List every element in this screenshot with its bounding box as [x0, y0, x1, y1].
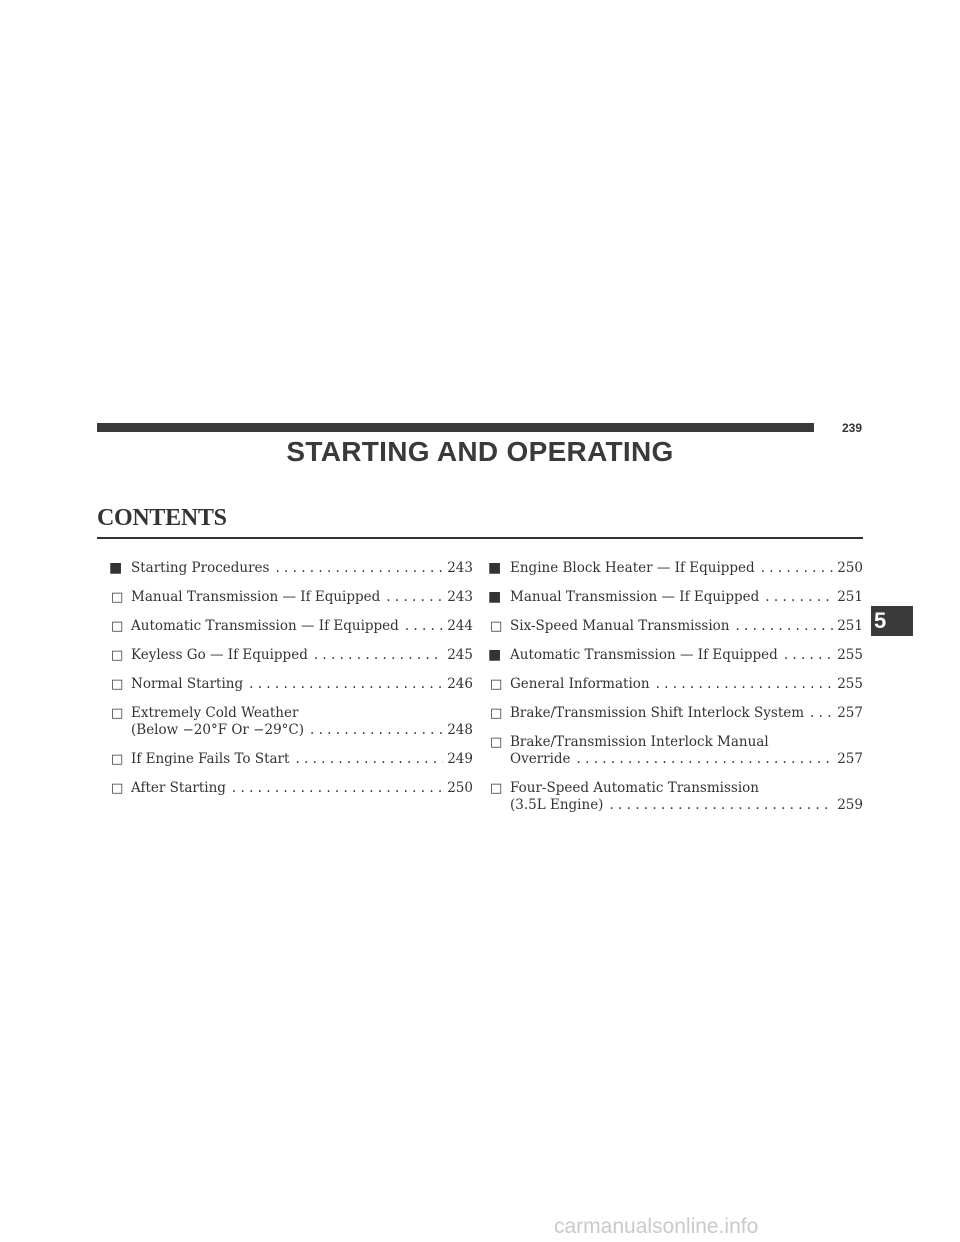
toc-entry[interactable]: [111, 589, 473, 606]
toc-left-column: [111, 560, 473, 809]
dot-leader: [761, 560, 834, 577]
toc-entry[interactable]: [490, 618, 863, 635]
toc-entry-title: Override: [510, 751, 571, 767]
filled-square-bullet-icon: ■: [488, 589, 502, 605]
open-square-bullet-icon: □: [111, 619, 124, 634]
toc-entry[interactable]: [490, 589, 863, 606]
contents-heading: CONTENTS: [97, 505, 227, 531]
filled-square-bullet-icon: ■: [488, 560, 502, 576]
dot-leader: [784, 647, 833, 664]
toc-entry-title: Engine Block Heater — If Equipped: [510, 560, 755, 576]
open-square-bullet-icon: □: [111, 677, 124, 692]
dot-leader: [405, 618, 443, 635]
chapter-title: STARTING AND OPERATING: [286, 436, 674, 467]
toc-entry-page: 246: [447, 676, 473, 692]
open-square-bullet-icon: □: [111, 648, 124, 663]
open-square-bullet-icon: □: [490, 619, 503, 634]
dot-leader: [310, 722, 443, 739]
filled-square-bullet-icon: ■: [109, 560, 123, 576]
toc-entry-page: 245: [447, 647, 473, 663]
open-square-bullet-icon: □: [490, 706, 503, 721]
toc-entry-title-line1: Four-Speed Automatic Transmission: [510, 780, 759, 796]
toc-entry-page: 244: [447, 618, 473, 634]
toc-entry[interactable]: [490, 560, 863, 577]
toc-entry-title: Manual Transmission — If Equipped: [510, 589, 760, 605]
dot-leader: [275, 560, 443, 577]
toc-entry-title: If Engine Fails To Start: [131, 751, 290, 767]
open-square-bullet-icon: □: [490, 735, 503, 750]
toc-entry-page: 251: [837, 589, 863, 605]
toc-entry[interactable]: [490, 705, 863, 722]
toc-entry-page: 249: [447, 751, 473, 767]
toc-right-column: [490, 560, 863, 826]
toc-entry-page: 257: [837, 705, 863, 721]
toc-entry-title: After Starting: [131, 780, 226, 796]
toc-entry-page: 259: [837, 797, 863, 813]
toc-entry-page: 250: [837, 560, 863, 576]
toc-entry[interactable]: [490, 780, 863, 814]
toc-entry-title-line1: Brake/Transmission Interlock Manual: [510, 734, 769, 750]
toc-entry-page: 255: [837, 676, 863, 692]
page-number: 239: [842, 421, 863, 435]
toc-entry[interactable]: [111, 751, 473, 768]
toc-entry-title: Manual Transmission — If Equipped: [131, 589, 381, 605]
toc-entry-title: Automatic Transmission — If Equipped: [510, 647, 778, 663]
open-square-bullet-icon: □: [490, 781, 503, 796]
toc-entry-page: 251: [837, 618, 863, 634]
toc-entry-page: 255: [837, 647, 863, 663]
toc-entry[interactable]: [490, 676, 863, 693]
dot-leader: [810, 705, 833, 722]
toc-entry[interactable]: [111, 618, 473, 635]
dot-leader: [656, 676, 834, 693]
toc-entry[interactable]: [111, 780, 473, 797]
chapter-tab: 5: [871, 606, 913, 636]
open-square-bullet-icon: □: [111, 752, 124, 767]
watermark: carmanualsonline.info: [554, 1215, 759, 1238]
filled-square-bullet-icon: ■: [488, 647, 502, 663]
toc-entry[interactable]: [111, 647, 473, 664]
toc-entry[interactable]: [490, 734, 863, 768]
dot-leader: [765, 589, 833, 606]
toc-entry[interactable]: [490, 647, 863, 664]
dot-leader: [735, 618, 833, 635]
toc-entry-title-line1: Extremely Cold Weather: [131, 705, 299, 721]
toc-entry-title: Normal Starting: [131, 676, 244, 692]
toc-entry-page: 250: [447, 780, 473, 796]
dot-leader: [386, 589, 443, 606]
toc-entry-page: 243: [447, 560, 473, 576]
open-square-bullet-icon: □: [111, 706, 124, 721]
dot-leader: [609, 797, 833, 814]
toc-entry-title: (Below −20°F Or −29°C): [131, 722, 305, 738]
dot-leader: [577, 751, 834, 768]
toc-entry-title: General Information: [510, 676, 650, 692]
toc-entry-page: 257: [837, 751, 863, 767]
toc-entry[interactable]: [111, 560, 473, 577]
toc-entry-title: Keyless Go — If Equipped: [131, 647, 308, 663]
top-rule: [97, 423, 814, 432]
toc-entry-title: Starting Procedures: [131, 560, 270, 576]
toc-entry-title: Brake/Transmission Shift Interlock System: [510, 705, 805, 721]
toc-entry-title: Automatic Transmission — If Equipped: [131, 618, 399, 634]
toc-entry-page: 248: [447, 722, 473, 738]
dot-leader: [314, 647, 443, 664]
contents-rule: [97, 537, 863, 539]
dot-leader: [232, 780, 443, 797]
dot-leader: [249, 676, 443, 693]
toc-entry-title: (3.5L Engine): [510, 797, 604, 813]
toc-entry-page: 243: [447, 589, 473, 605]
open-square-bullet-icon: □: [111, 781, 124, 796]
open-square-bullet-icon: □: [490, 677, 503, 692]
toc-entry[interactable]: [111, 676, 473, 693]
toc-entry-title: Six-Speed Manual Transmission: [510, 618, 730, 634]
dot-leader: [295, 751, 443, 768]
open-square-bullet-icon: □: [111, 590, 124, 605]
toc-entry[interactable]: [111, 705, 473, 739]
